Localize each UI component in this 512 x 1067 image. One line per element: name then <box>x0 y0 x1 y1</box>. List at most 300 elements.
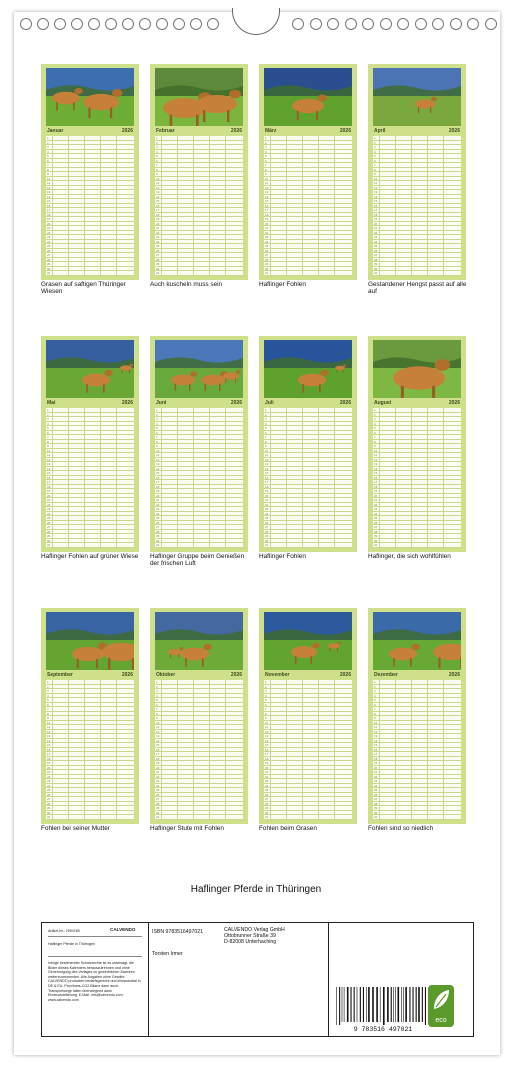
day-row: 15 <box>46 199 134 204</box>
day-row: 9 <box>264 444 352 449</box>
day-row: 8 <box>264 712 352 717</box>
day-row: 14 <box>46 467 134 472</box>
column-line <box>161 408 162 548</box>
day-row: 5 <box>264 154 352 159</box>
day-row: 19 <box>46 217 134 222</box>
month-name: Februar <box>156 128 175 134</box>
day-row: 18 <box>155 757 243 762</box>
day-row: 8 <box>155 168 243 173</box>
month-panel <box>259 336 357 552</box>
barcode-bar <box>344 987 345 1022</box>
column-line <box>193 136 194 276</box>
column-line <box>443 680 444 820</box>
month-header <box>155 127 243 135</box>
day-row: 2 <box>373 413 461 418</box>
day-row: 21 <box>373 498 461 503</box>
day-row: 26 <box>46 249 134 254</box>
barcode-bar <box>401 987 402 1022</box>
month-photo <box>155 340 243 398</box>
barcode-bar <box>422 987 423 1022</box>
column-line <box>411 408 412 548</box>
day-row: 22 <box>264 775 352 780</box>
day-row: 19 <box>46 489 134 494</box>
day-row: 1 <box>155 408 243 413</box>
column-line <box>84 408 85 548</box>
barcode <box>330 985 436 1033</box>
day-row: 30 <box>46 811 134 816</box>
day-row: 28 <box>373 258 461 263</box>
day-row: 29 <box>155 806 243 811</box>
barcode-bar <box>395 987 396 1022</box>
day-row: 15 <box>46 471 134 476</box>
day-row: 23 <box>264 235 352 240</box>
month-header <box>264 127 352 135</box>
binding-hole <box>71 18 83 30</box>
planner-grid <box>46 136 134 276</box>
day-row: 6 <box>46 431 134 436</box>
day-row: 23 <box>264 507 352 512</box>
month-caption: Haflinger Fohlen <box>259 553 306 560</box>
day-row: 8 <box>264 440 352 445</box>
day-row: 5 <box>46 154 134 159</box>
day-row: 29 <box>264 534 352 539</box>
day-row: 9 <box>46 172 134 177</box>
day-row: 16 <box>155 748 243 753</box>
day-row: 26 <box>155 793 243 798</box>
day-row: 20 <box>373 494 461 499</box>
column-line <box>334 408 335 548</box>
planner-grid <box>46 680 134 820</box>
day-row: 23 <box>46 779 134 784</box>
day-row: 13 <box>46 190 134 195</box>
binding-hole <box>156 18 168 30</box>
day-row: 3 <box>46 145 134 150</box>
month-name: Juni <box>156 400 167 406</box>
day-row: 17 <box>155 480 243 485</box>
column-line <box>193 680 194 820</box>
day-row: 23 <box>46 507 134 512</box>
day-row: 13 <box>155 734 243 739</box>
day-row: 17 <box>264 752 352 757</box>
binding-hole <box>20 18 32 30</box>
month-name: Mai <box>47 400 56 406</box>
day-row: 23 <box>155 507 243 512</box>
column-line <box>225 408 226 548</box>
author: Torsten Irmer <box>152 951 183 957</box>
day-row: 24 <box>264 784 352 789</box>
column-line <box>52 136 53 276</box>
day-row: 14 <box>46 195 134 200</box>
column-line <box>443 136 444 276</box>
day-row: 20 <box>46 494 134 499</box>
day-row: 18 <box>155 485 243 490</box>
barcode-bar <box>416 987 417 1022</box>
day-row: 25 <box>264 788 352 793</box>
planner-grid <box>155 680 243 820</box>
day-row: 24 <box>155 512 243 517</box>
horse-photo <box>46 68 134 126</box>
day-row: 4 <box>46 422 134 427</box>
column-line <box>68 680 69 820</box>
day-row: 7 <box>373 707 461 712</box>
day-row: 23 <box>373 779 461 784</box>
day-row: 26 <box>46 521 134 526</box>
month-panel <box>150 336 248 552</box>
binding-hole <box>37 18 49 30</box>
day-row: 1 <box>264 408 352 413</box>
day-row: 6 <box>373 703 461 708</box>
day-row: 30 <box>155 267 243 272</box>
day-row: 26 <box>264 793 352 798</box>
day-row: 30 <box>373 267 461 272</box>
binding-hole <box>380 18 392 30</box>
day-row: 31 <box>155 815 243 820</box>
day-row: 31 <box>46 815 134 820</box>
day-row: 3 <box>373 417 461 422</box>
day-row: 16 <box>264 748 352 753</box>
product-title: Haflinger Pferde in Thüringen <box>48 942 95 946</box>
day-row: 18 <box>46 485 134 490</box>
column-line <box>84 136 85 276</box>
day-row: 5 <box>264 698 352 703</box>
day-row: 3 <box>46 417 134 422</box>
column-line <box>270 408 271 548</box>
day-row: 18 <box>264 213 352 218</box>
day-row: 1 <box>264 136 352 141</box>
day-row: 3 <box>264 417 352 422</box>
day-row: 6 <box>155 159 243 164</box>
column-line <box>177 408 178 548</box>
month-year: 2026 <box>448 128 460 134</box>
barcode-bar <box>387 987 389 1022</box>
day-row: 28 <box>155 258 243 263</box>
month-year: 2026 <box>230 400 242 406</box>
day-row: 1 <box>373 408 461 413</box>
day-row: 25 <box>373 516 461 521</box>
horse-photo <box>264 612 352 670</box>
day-row: 24 <box>264 240 352 245</box>
day-row: 15 <box>155 743 243 748</box>
day-row: 30 <box>264 539 352 544</box>
day-row: 7 <box>46 707 134 712</box>
binding-hole <box>190 18 202 30</box>
day-row: 28 <box>46 530 134 535</box>
day-row: 16 <box>46 476 134 481</box>
day-row: 17 <box>155 752 243 757</box>
day-row: 15 <box>155 199 243 204</box>
month-photo <box>264 68 352 126</box>
barcode-bar <box>339 987 340 1025</box>
day-row: 28 <box>264 802 352 807</box>
day-row: 29 <box>264 262 352 267</box>
day-row: 24 <box>155 784 243 789</box>
day-row: 14 <box>264 739 352 744</box>
column-line <box>100 408 101 548</box>
divider <box>48 956 142 957</box>
barcode-bar <box>418 987 420 1022</box>
day-row: 19 <box>373 489 461 494</box>
day-row: 28 <box>46 802 134 807</box>
day-row: 9 <box>155 716 243 721</box>
day-row: 31 <box>46 543 134 548</box>
day-row: 9 <box>155 172 243 177</box>
day-row: 11 <box>264 181 352 186</box>
day-row: 3 <box>155 417 243 422</box>
planner-grid <box>155 136 243 276</box>
day-row: 29 <box>46 534 134 539</box>
day-row: 3 <box>155 689 243 694</box>
day-row: 27 <box>264 525 352 530</box>
day-row: 6 <box>46 159 134 164</box>
day-row: 25 <box>373 788 461 793</box>
day-row: 10 <box>155 449 243 454</box>
month-photo <box>373 340 461 398</box>
article-number: Artikel-Nr.: 2994785 <box>48 929 80 933</box>
horse-photo <box>373 340 461 398</box>
day-row: 14 <box>373 467 461 472</box>
column-line <box>209 408 210 548</box>
day-row: 3 <box>155 145 243 150</box>
day-row: 8 <box>373 168 461 173</box>
day-row: 9 <box>46 444 134 449</box>
publisher-street: Ottobrunner Straße 39 <box>224 933 276 939</box>
day-row: 7 <box>373 435 461 440</box>
month-photo <box>46 612 134 670</box>
day-row: 14 <box>264 467 352 472</box>
legal-text: Infolge bestehender Schutzrechte ist es untersagt, die Bilder dieses Kalenders herauszutrennen und ohne Genehmigung des Verlages zu gewerblichen Zwecken weiterzuverwenden. Alle Angaben ohne Gewähr. CALVENDO produziert bedarfsgerecht und klimaneutral in DE & EU. Prov/hans-CO2-Bilanz dann auch: Transportwege fallen überwiegend dank Eindruckdrittelung. E-Mail: info@calvendo.com · www.calvendo.com <box>48 961 141 1002</box>
day-row: 11 <box>264 725 352 730</box>
day-row: 5 <box>155 426 243 431</box>
day-row: 2 <box>46 141 134 146</box>
day-row: 20 <box>373 222 461 227</box>
day-row: 11 <box>155 453 243 458</box>
day-row: 17 <box>46 480 134 485</box>
day-row: 13 <box>155 462 243 467</box>
month-year: 2026 <box>121 128 133 134</box>
day-row: 2 <box>46 685 134 690</box>
day-row: 16 <box>373 476 461 481</box>
day-row: 2 <box>373 141 461 146</box>
month-year: 2026 <box>339 400 351 406</box>
day-row: 27 <box>155 797 243 802</box>
day-row: 17 <box>373 752 461 757</box>
month-name: April <box>374 128 386 134</box>
binding-hole <box>310 18 322 30</box>
day-row: 23 <box>155 235 243 240</box>
day-row: 14 <box>373 195 461 200</box>
day-row: 30 <box>373 539 461 544</box>
day-row: 13 <box>373 734 461 739</box>
day-row: 1 <box>155 136 243 141</box>
day-row: 2 <box>264 141 352 146</box>
day-row: 23 <box>373 235 461 240</box>
day-row: 9 <box>373 444 461 449</box>
day-row: 31 <box>264 543 352 548</box>
imprint-box <box>41 922 474 1037</box>
day-row: 10 <box>46 449 134 454</box>
month-photo <box>46 340 134 398</box>
column-line <box>334 680 335 820</box>
binding-hole <box>105 18 117 30</box>
column-line <box>318 680 319 820</box>
month-header <box>373 671 461 679</box>
column-line <box>225 136 226 276</box>
day-row: 14 <box>264 195 352 200</box>
column-line <box>395 408 396 548</box>
day-row: 26 <box>155 521 243 526</box>
day-row: 20 <box>155 766 243 771</box>
day-row: 12 <box>264 730 352 735</box>
day-row: 11 <box>373 453 461 458</box>
binding-hole <box>485 18 497 30</box>
day-row: 15 <box>155 471 243 476</box>
day-row: 21 <box>155 226 243 231</box>
day-row: 29 <box>373 262 461 267</box>
day-row: 29 <box>155 534 243 539</box>
planner-grid <box>155 408 243 548</box>
day-row: 21 <box>46 498 134 503</box>
day-row: 23 <box>46 235 134 240</box>
barcode-bar <box>376 987 378 1022</box>
day-row: 2 <box>155 413 243 418</box>
day-row: 19 <box>155 761 243 766</box>
day-row: 17 <box>46 752 134 757</box>
day-row: 9 <box>46 716 134 721</box>
day-row: 18 <box>46 213 134 218</box>
day-row: 10 <box>373 177 461 182</box>
month-caption: Grasen auf saftigen Thüringer Wiesen <box>41 281 126 296</box>
month-header <box>264 671 352 679</box>
day-row: 20 <box>264 494 352 499</box>
imprint-middle-column <box>148 923 329 1036</box>
calendar-title: Haflinger Pferde in Thüringen <box>190 884 322 895</box>
day-row: 5 <box>373 698 461 703</box>
day-row: 23 <box>155 779 243 784</box>
day-row: 24 <box>46 240 134 245</box>
barcode-bar <box>413 987 414 1022</box>
column-line <box>52 408 53 548</box>
day-row: 10 <box>46 177 134 182</box>
barcode-bar <box>366 987 367 1022</box>
day-row: 21 <box>155 770 243 775</box>
month-panel <box>150 64 248 280</box>
day-row: 19 <box>155 489 243 494</box>
day-row: 26 <box>373 793 461 798</box>
horse-photo <box>373 68 461 126</box>
day-row: 28 <box>373 802 461 807</box>
day-row: 11 <box>46 453 134 458</box>
day-row: 18 <box>46 757 134 762</box>
day-row: 21 <box>264 226 352 231</box>
day-row: 1 <box>373 136 461 141</box>
day-row: 9 <box>373 716 461 721</box>
month-header <box>46 399 134 407</box>
day-row: 28 <box>264 258 352 263</box>
column-line <box>286 680 287 820</box>
horse-photo <box>46 612 134 670</box>
day-row: 8 <box>155 440 243 445</box>
day-row: 25 <box>46 516 134 521</box>
day-row: 2 <box>264 685 352 690</box>
day-row: 27 <box>46 797 134 802</box>
day-row: 22 <box>46 231 134 236</box>
day-row: 1 <box>155 680 243 685</box>
day-row: 27 <box>373 797 461 802</box>
barcode-bar <box>368 987 370 1022</box>
barcode-digits: 9 783516 497021 <box>353 1026 413 1033</box>
day-row: 3 <box>373 689 461 694</box>
day-row: 15 <box>264 471 352 476</box>
day-row: 7 <box>155 435 243 440</box>
month-panel <box>41 64 139 280</box>
day-row: 2 <box>264 413 352 418</box>
day-row: 14 <box>155 195 243 200</box>
day-row: 19 <box>264 217 352 222</box>
day-row: 18 <box>373 485 461 490</box>
day-row: 1 <box>264 680 352 685</box>
day-row: 30 <box>373 811 461 816</box>
day-row: 28 <box>155 530 243 535</box>
day-row: 27 <box>46 525 134 530</box>
day-row: 21 <box>155 498 243 503</box>
day-row: 12 <box>155 186 243 191</box>
day-row: 25 <box>373 244 461 249</box>
month-year: 2026 <box>230 128 242 134</box>
day-row: 27 <box>264 797 352 802</box>
planner-grid <box>264 136 352 276</box>
column-line <box>209 136 210 276</box>
month-panel <box>41 336 139 552</box>
day-row: 29 <box>46 806 134 811</box>
day-row: 4 <box>46 150 134 155</box>
barcode-bar <box>405 987 407 1022</box>
day-row: 31 <box>155 271 243 276</box>
day-row: 16 <box>155 204 243 209</box>
day-row: 3 <box>264 689 352 694</box>
barcode-bar <box>342 987 343 1022</box>
barcode-bar <box>398 987 400 1022</box>
column-line <box>177 136 178 276</box>
day-row: 7 <box>46 163 134 168</box>
month-name: November <box>265 672 290 678</box>
day-row: 10 <box>373 721 461 726</box>
day-row: 20 <box>373 766 461 771</box>
month-header <box>373 399 461 407</box>
barcode-bar <box>360 987 361 1022</box>
column-line <box>116 680 117 820</box>
day-row: 31 <box>373 271 461 276</box>
day-row: 19 <box>373 761 461 766</box>
column-line <box>427 408 428 548</box>
day-row: 18 <box>264 485 352 490</box>
column-line <box>161 136 162 276</box>
day-row: 25 <box>264 244 352 249</box>
day-row: 25 <box>155 516 243 521</box>
day-row: 19 <box>46 761 134 766</box>
month-caption: Haflinger Fohlen auf grüner Wiese <box>41 553 139 560</box>
day-row: 2 <box>155 685 243 690</box>
leaf-icon <box>428 985 454 1015</box>
isbn: ISBN 9783516497021 <box>152 929 204 935</box>
day-row: 4 <box>46 694 134 699</box>
day-row: 7 <box>155 163 243 168</box>
day-row: 26 <box>373 249 461 254</box>
day-row: 4 <box>264 150 352 155</box>
day-row: 10 <box>264 449 352 454</box>
column-line <box>100 136 101 276</box>
month-caption: Haflinger Gruppe beim Genießen der frischen Luft <box>150 553 245 568</box>
day-row: 30 <box>155 811 243 816</box>
